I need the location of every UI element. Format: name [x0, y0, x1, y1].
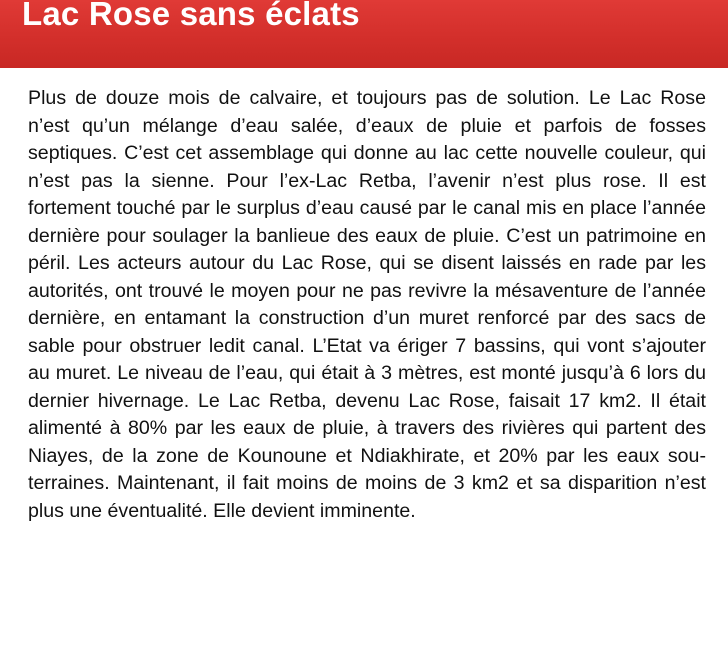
article-title: Lac Rose sans éclats	[22, 0, 360, 32]
article-body: Plus de douze mois de calvaire, et toujours pas de solution. Le Lac Rose n’est qu’un mélange d’eau salée, d’eaux de pluie et parfois de fosses septiques. C’est cet assemblage qui donne au lac cette nouvelle couleur, qui n’est pas la sienne. Pour l’ex-Lac Retba, l’avenir n’est plus rose. Il est fortement touché par le surplus d’eau causé par le canal mis en place l’année dernière pour soulager la banlieue des eaux de pluie. C’est un patrimoine en péril. Les acteurs autour du Lac Rose, qui se disent laissés en rade par les autorités, ont trouvé le moyen pour ne pas revivre la mésaventure de l’année dernière, en entamant la construction d’un muret renforcé par des sacs de sable pour obstruer ledit canal. L’Etat va ériger 7 bassins, qui vont s’ajouter au muret. Le niveau de l’eau, qui était à 3 mètres, est monté jusqu’à 6 lors du dernier hivernage. Le Lac Retba, devenu Lac Rose, faisait 17 km2. Il était alimenté à 80% par les eaux de pluie, à travers des rivières qui partent des Niayes, de la zone de Kounoune et Ndiakhirate, et 20% par les eaux souterraines. Maintenant, il fait moins de moins de 3 km2 et sa disparition n’est plus une éventualité. Elle devient imminente.	[28, 87, 706, 522]
header-bar	[0, 0, 728, 68]
